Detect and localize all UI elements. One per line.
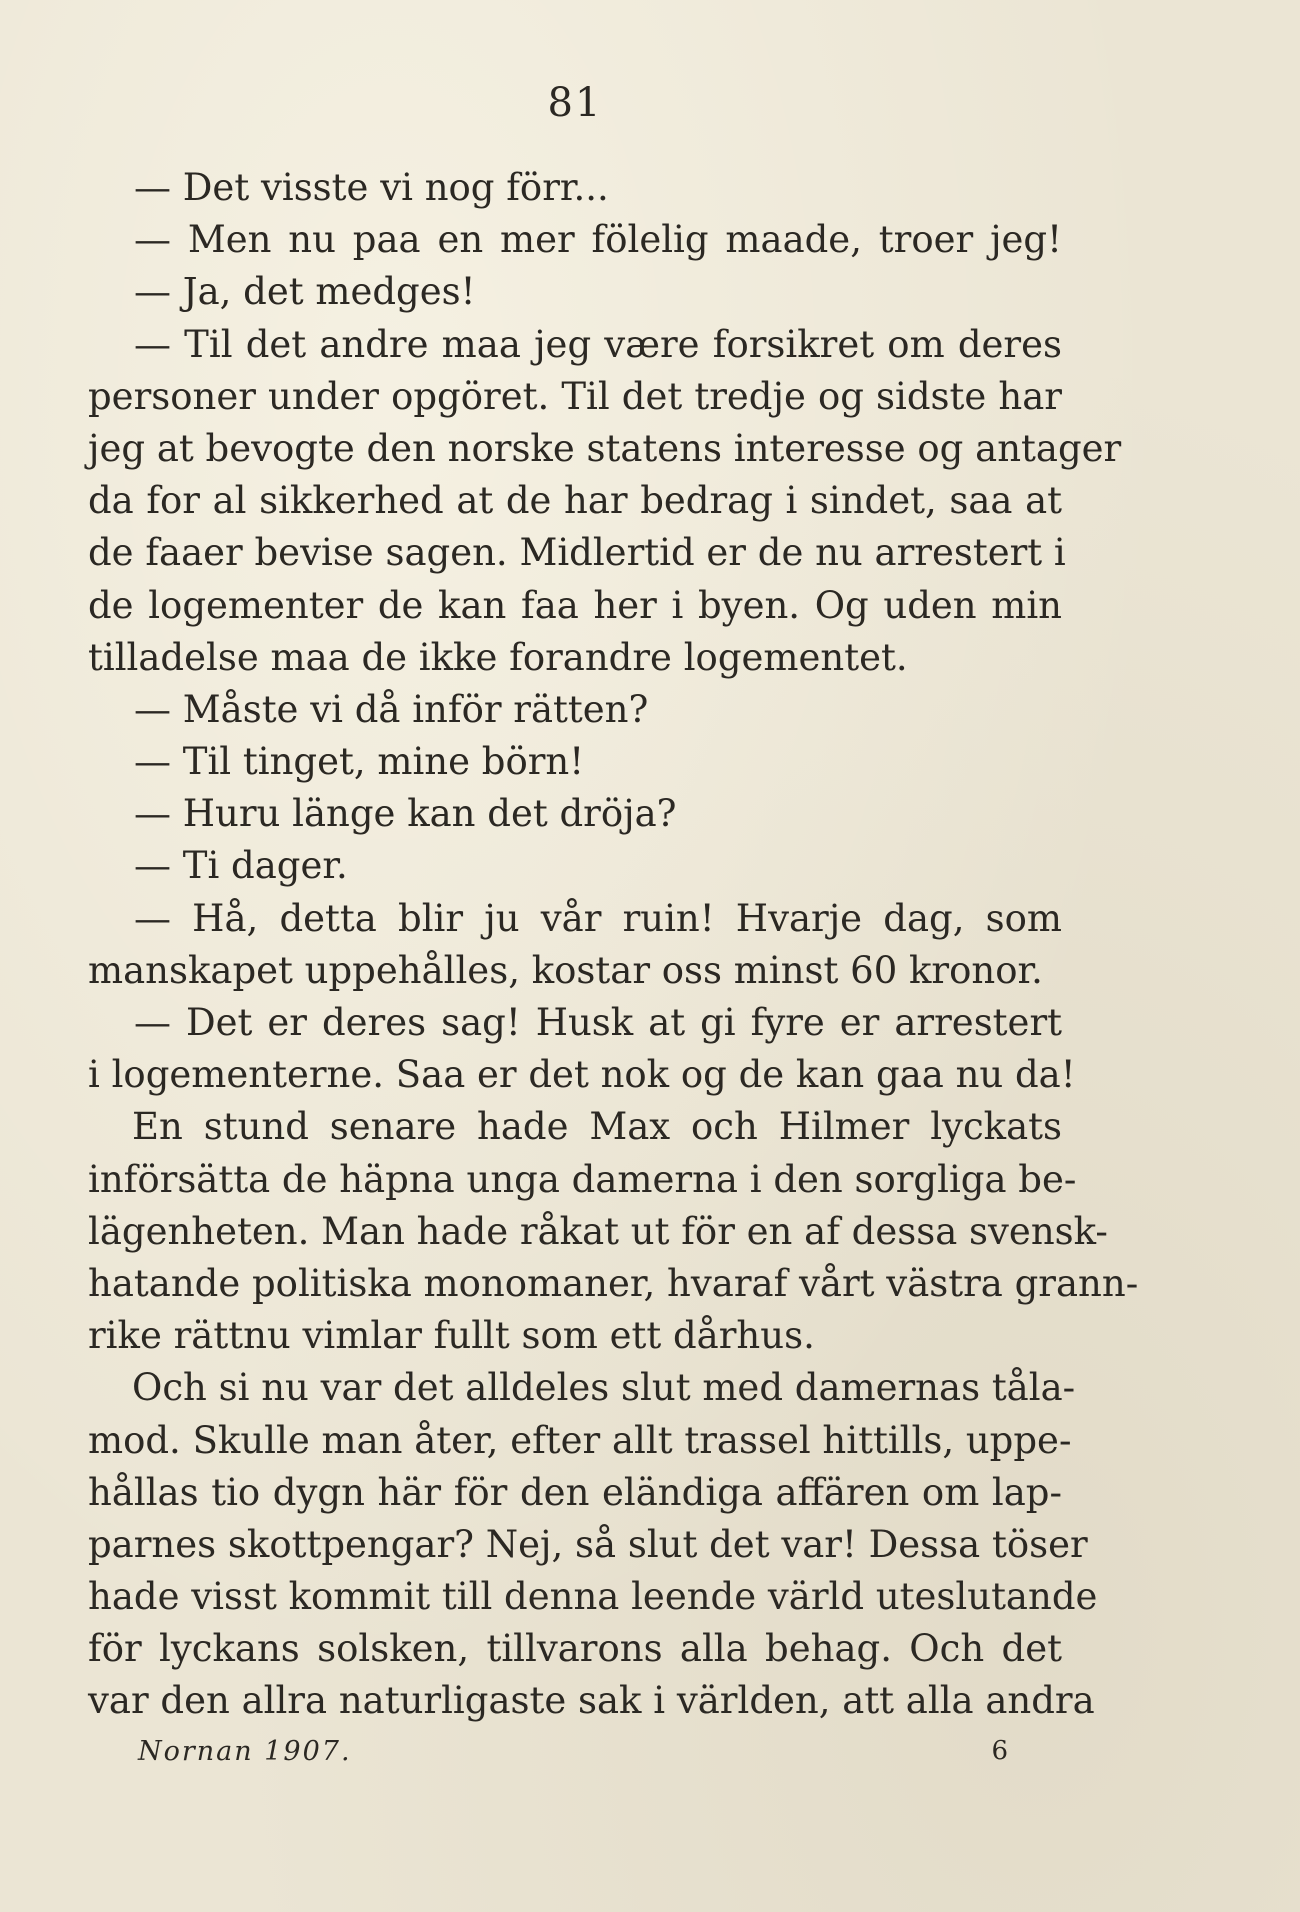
text-line: — Det er deres sag! Husk at gi fyre er arrestert — [134, 1001, 1062, 1044]
page-footer — [138, 1736, 1008, 1776]
text-line: Och si nu var det alldeles slut med damernas tåla- — [132, 1366, 1076, 1410]
text-line: — Til tinget, mine börn! — [134, 740, 585, 784]
text-line: i logementerne. Saa er det nok og de kan gaa nu da! — [88, 1053, 1076, 1097]
text-line: — Det visste vi nog förr... — [134, 166, 609, 209]
text-line: — Til det andre maa jeg være forsikret om deres — [134, 322, 1062, 366]
text-line: de faaer bevise sagen. Midlertid er de nu arrestert i — [88, 531, 1066, 575]
text-line: de logementer de kan faa her i byen. Og uden min — [88, 583, 1062, 627]
text-line: — Hå, detta blir ju vår ruin! Hvarje dag, som — [134, 896, 1062, 940]
text-line: hade visst kommit till denna leende värld uteslutande — [88, 1575, 1098, 1619]
text-line: för lyckans solsken, tillvarons alla behag. Och det — [88, 1627, 1062, 1671]
printer-signature: Nornan 1907. — [138, 1736, 352, 1767]
text-line: — Men nu paa en mer fölelig maade, troer jeg! — [134, 218, 1062, 262]
page-number: 81 — [547, 80, 603, 126]
text-line: lägenheten. Man hade råkat ut för en af dessa svensk- — [88, 1209, 1108, 1253]
text-line: mod. Skulle man åter, efter allt trassel hittills, uppe- — [88, 1418, 1072, 1462]
text-line: var den allra naturligaste sak i världen, att alla andra — [88, 1679, 1095, 1723]
text-line: tilladelse maa de ikke forandre logementet. — [88, 635, 908, 679]
sheet-number: 6 — [991, 1736, 1008, 1766]
text-line: jeg at bevogte den norske statens interesse og antager — [88, 426, 1122, 470]
body-text — [88, 162, 1139, 1728]
text-line: hållas tio dygn här för den eländiga affären om lap- — [88, 1470, 1062, 1514]
text-line: — Huru länge kan det dröja? — [134, 792, 677, 836]
text-line: personer under opgöret. Til det tredje og sidste har — [88, 374, 1062, 418]
text-line: — Måste vi då inför rätten? — [134, 687, 649, 731]
text-line: manskapet uppehålles, kostar oss minst 60 kronor. — [88, 948, 1043, 992]
text-line: hatande politiska monomaner, hvaraf vårt västra grann- — [88, 1261, 1139, 1305]
text-line: införsätta de häpna unga damerna i den sorgliga be- — [88, 1157, 1077, 1201]
text-line: rike rättnu vimlar fullt som ett dårhus. — [88, 1314, 815, 1358]
text-line: parnes skottpengar? Nej, så slut det var! Dessa töser — [88, 1522, 1088, 1566]
text-line: — Ti dager. — [134, 844, 348, 888]
text-line: En stund senare hade Max och Hilmer lyckats — [132, 1105, 1062, 1149]
text-line: da for al sikkerhed at de har bedrag i sindet, saa at — [88, 479, 1062, 523]
text-line: — Ja, det medges! — [134, 270, 476, 314]
